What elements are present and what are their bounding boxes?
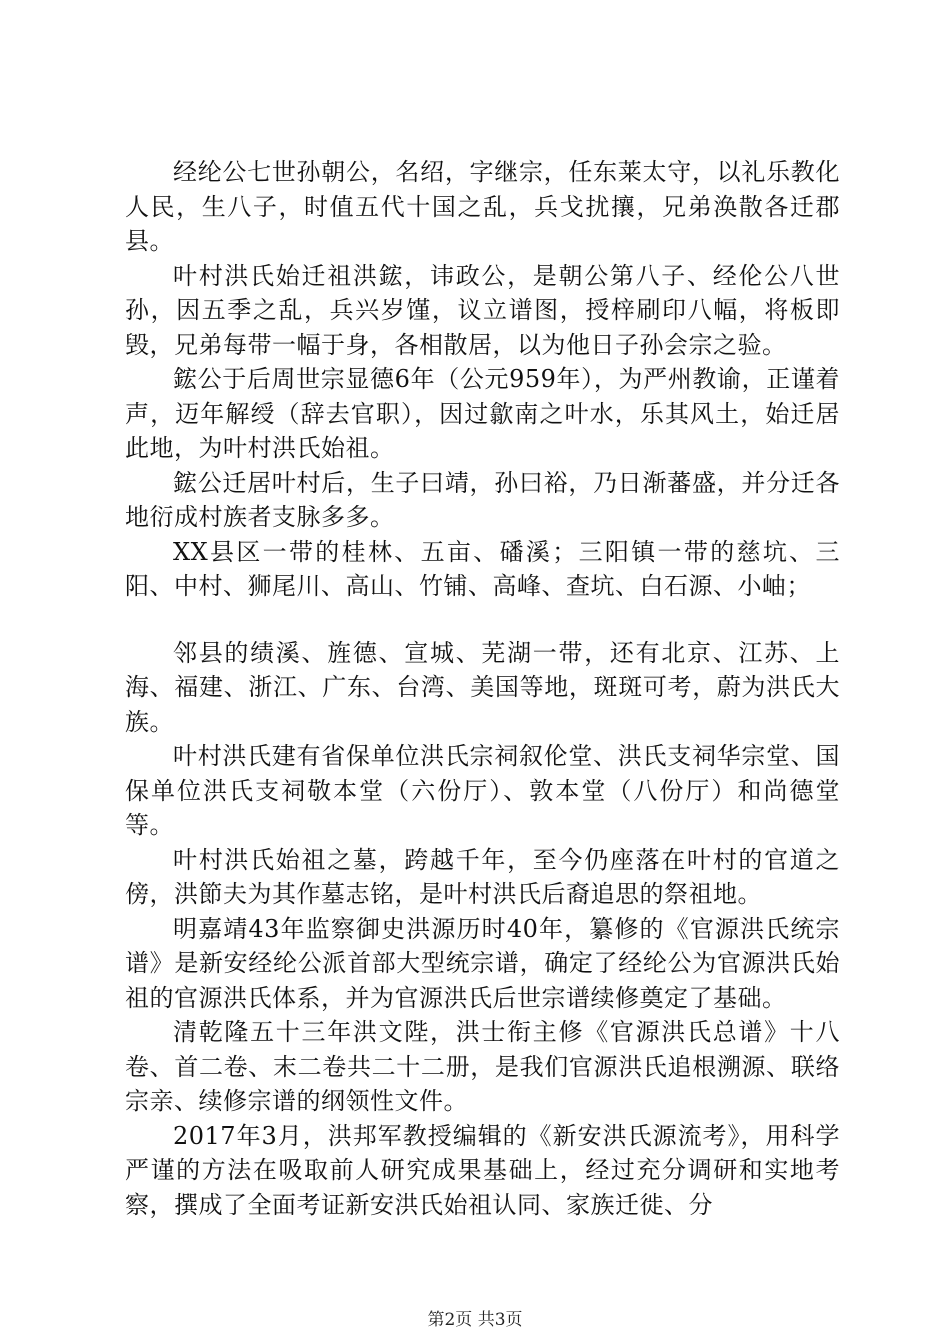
page-number-footer: 第2页 共3页	[427, 1310, 523, 1330]
paragraph-yanzhou-teacher: 鋐公于后周世宗显德6年（公元959年），为严州教谕，正谨着声，迈年解绶（辞去官职），因过歙南之叶水，乐其风土，始迁居此地，为叶村洪氏始祖。	[125, 365, 840, 462]
paragraph-neighboring-regions: 邻县的绩溪、旌德、宣城、芜湖一带，还有北京、江苏、上海、福建、浙江、广东、台湾、美国等地，斑斑可考，蔚为洪氏大族。	[125, 638, 840, 736]
paragraph-qing-genealogy: 清乾隆五十三年洪文陛，洪士衔主修《官源洪氏总谱》十八卷、首二卷、末二卷共二十二册，是我们官源洪氏追根溯源、联络宗亲、续修宗谱的纲领性文件。	[125, 1018, 840, 1115]
paragraph-descendants: 鋐公迁居叶村后，生子曰靖，孙曰裕，乃日渐蕃盛，并分迁各地衍成村族者支脉多多。	[125, 468, 840, 531]
paragraph-chao-gong: 经纶公七世孙朝公，名绍，字继宗，任东莱太守，以礼乐教化人民，生八子，时值五代十国之乱，兵戈扰攘，兄弟涣散各迁郡县。	[125, 158, 840, 255]
paragraph-county-villages: XX县区一带的桂林、五亩、磻溪；三阳镇一带的慈坑、三阳、中村、狮尾川、高山、竹铺、高峰、查坑、白石源、小岫；	[125, 537, 840, 600]
paragraph-hong-hong-migration: 叶村洪氏始迁祖洪鋐，讳政公，是朝公第八子、经伦公八世孙，因五季之乱，兵兴岁馑，议立谱图，授梓刷印八幅，将板即毁，兄弟每带一幅于身，各相散居，以为他日子孙会宗之验。	[125, 261, 840, 359]
paragraph-ancestor-tomb: 叶村洪氏始祖之墓，跨越千年，至今仍座落在叶村的官道之傍，洪節夫为其作墓志铭，是叶村洪氏后裔追思的祭祖地。	[125, 845, 840, 908]
paragraph-ming-genealogy: 明嘉靖43年监察御史洪源历时40年，纂修的《官源洪氏统宗谱》是新安经纶公派首部大型统宗谱，确定了经纶公为官源洪氏始祖的官源洪氏体系，并为官源洪氏后世宗谱续修奠定了基础。	[125, 914, 840, 1012]
paragraph-2017-research: 2017年3月，洪邦军教授编辑的《新安洪氏源流考》，用科学严谨的方法在吸取前人研究成果基础上，经过充分调研和实地考察，撰成了全面考证新安洪氏始祖认同、家族迁徙、分	[125, 1121, 840, 1219]
paragraph-ancestral-halls: 叶村洪氏建有省保单位洪氏宗祠叙伦堂、洪氏支祠华宗堂、国保单位洪氏支祠敬本堂（六份厅）、敦本堂（八份厅）和尚德堂等。	[125, 742, 840, 839]
document-body	[125, 155, 840, 1222]
